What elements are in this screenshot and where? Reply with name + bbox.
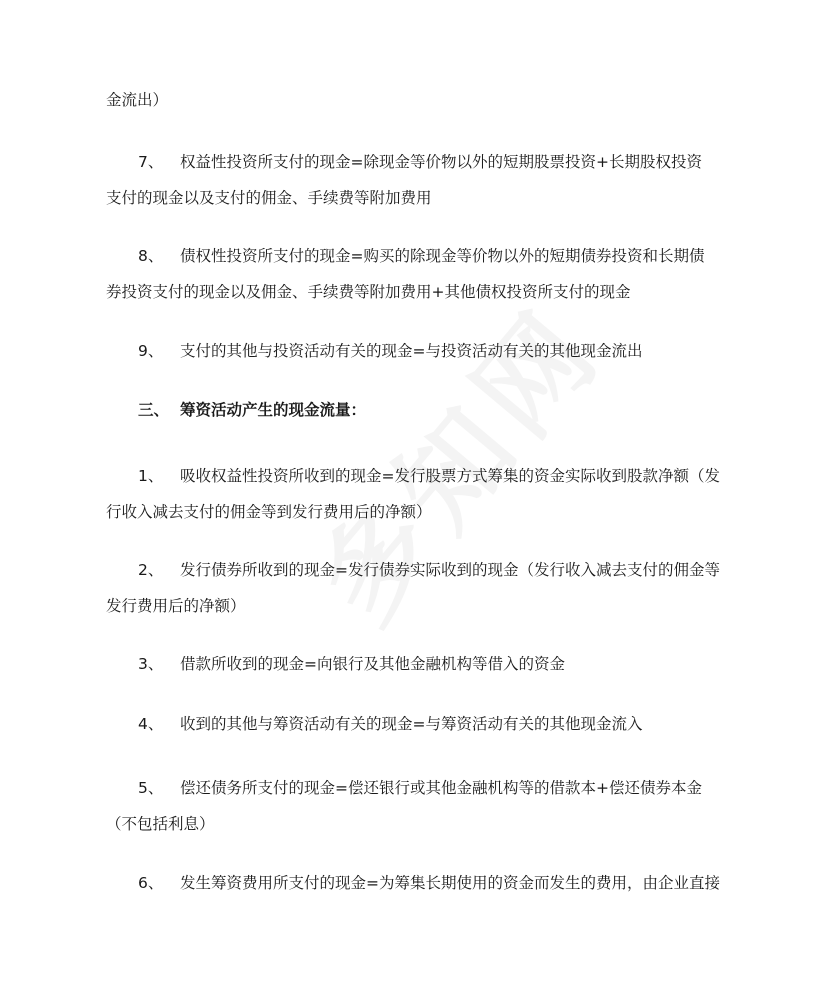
item-number: 8、 <box>138 247 164 265</box>
paragraph-text: 发行费用后的净额） <box>106 597 246 615</box>
item-text: 发生筹资费用所支付的现金=为筹集长期使用的资金而发生的费用，由企业直接 <box>180 874 720 892</box>
text-line <box>106 502 746 522</box>
item-number: 2、 <box>138 561 164 579</box>
item-text: 发行债券所收到的现金=发行债券实际收到的现金（发行收入减去支付的佣金等 <box>180 561 720 579</box>
item-text: 偿还债务所支付的现金=偿还银行或其他金融机构等的借款本+偿还债券本金 <box>180 779 702 797</box>
text-line <box>106 596 746 616</box>
text-line <box>106 90 746 110</box>
text-line <box>106 188 746 208</box>
item-text: 权益性投资所支付的现金=除现金等价物以外的短期股票投资+长期股权投资 <box>180 153 702 171</box>
section-number: 三、 <box>138 401 170 419</box>
section-title: 筹资活动产生的现金流量： <box>180 401 367 419</box>
item-text: 支付的其他与投资活动有关的现金=与投资活动有关的其他现金流出 <box>180 342 643 360</box>
item-number: 1、 <box>138 467 164 485</box>
item-number: 5、 <box>138 779 164 797</box>
text-line <box>106 282 746 302</box>
item-text: 债权性投资所支付的现金=购买的除现金等价物以外的短期债券投资和长期债 <box>180 247 705 265</box>
paragraph-text: （不包括利息） <box>106 815 215 833</box>
item-number: 4、 <box>138 715 164 733</box>
item-number: 6、 <box>138 874 164 892</box>
item-text: 收到的其他与筹资活动有关的现金=与筹资活动有关的其他现金流入 <box>180 715 643 733</box>
item-number: 9、 <box>138 342 164 360</box>
paragraph-text: 支付的现金以及支付的佣金、手续费等附加费用 <box>106 189 432 207</box>
text-line <box>106 814 746 834</box>
item-number: 3、 <box>138 655 164 673</box>
item-number: 7、 <box>138 153 164 171</box>
watermark <box>275 268 631 650</box>
item-text: 借款所收到的现金=向银行及其他金融机构等借入的资金 <box>180 655 565 673</box>
paragraph-text: 券投资支付的现金以及佣金、手续费等附加费用+其他债权投资所支付的现金 <box>106 283 631 301</box>
paragraph-text: 金流出） <box>106 91 169 109</box>
item-text: 吸收权益性投资所收到的现金=发行股票方式筹集的资金实际收到股款净额（发 <box>180 467 720 485</box>
paragraph-text: 行收入减去支付的佣金等到发行费用后的净额） <box>106 503 432 521</box>
